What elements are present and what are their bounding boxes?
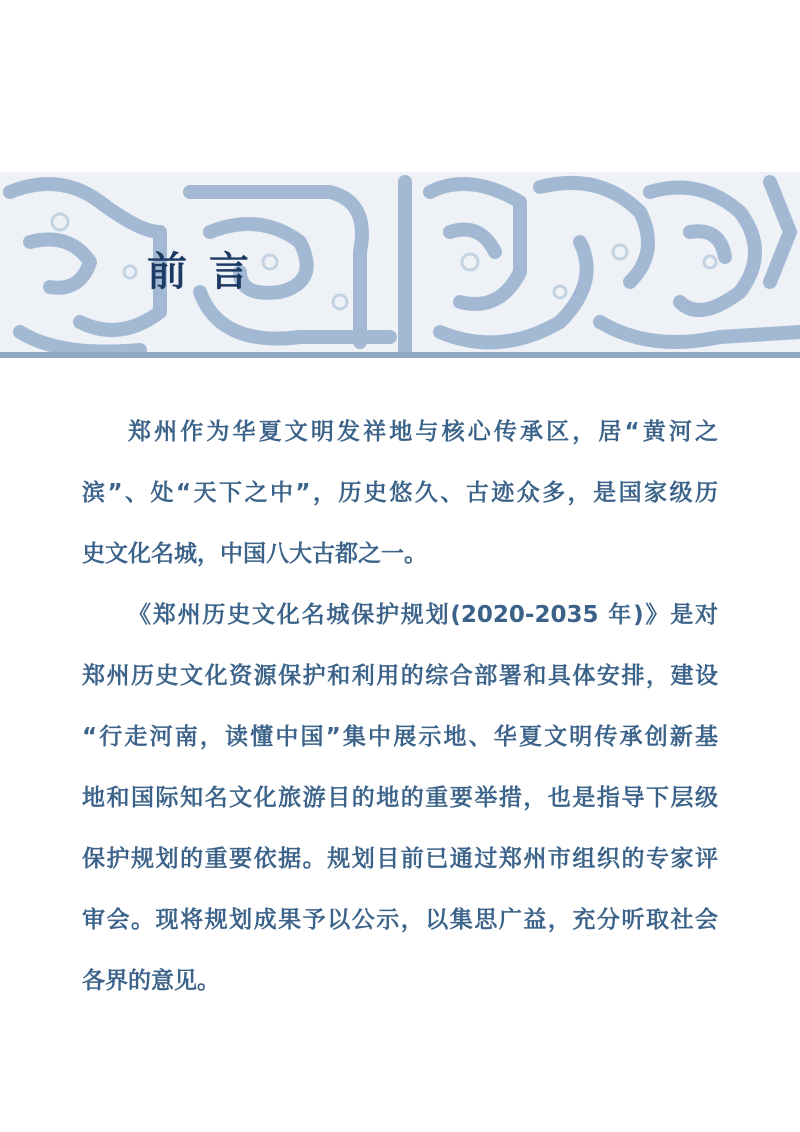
preface-body: [82, 415, 718, 1025]
text-line: 郑州作为华夏文明发祥地与核心传承区，居“黄河之: [128, 419, 718, 445]
text-line: 郑州历史文化资源保护和利用的综合部署和具体安排，建设: [82, 663, 718, 689]
bronze-pattern-image: [0, 172, 800, 358]
text-line: 滨”、处“天下之中”，历史悠久、古迹众多，是国家级历: [82, 480, 718, 506]
text-line: 史文化名城，中国八大古都之一。: [82, 541, 427, 567]
text-line: 审会。现将规划成果予以公示，以集思广益，充分听取社会: [82, 907, 718, 933]
text-line: 保护规划的重要依据。规划目前已通过郑州市组织的专家评: [82, 846, 718, 872]
text-line: 《郑州历史文化名城保护规划(2020-2035 年)》是对: [128, 602, 718, 628]
paragraph-1: [82, 415, 718, 598]
bronze-pattern-banner: [0, 172, 800, 358]
text-line: 各界的意见。: [82, 968, 220, 994]
text-line: “行走河南，读懂中国”集中展示地、华夏文明传承创新基: [82, 724, 718, 750]
page-title: 前言: [147, 249, 271, 295]
text-line: 地和国际知名文化旅游目的地的重要举措，也是指导下层级: [82, 785, 718, 811]
paragraph-2: [82, 598, 718, 1025]
